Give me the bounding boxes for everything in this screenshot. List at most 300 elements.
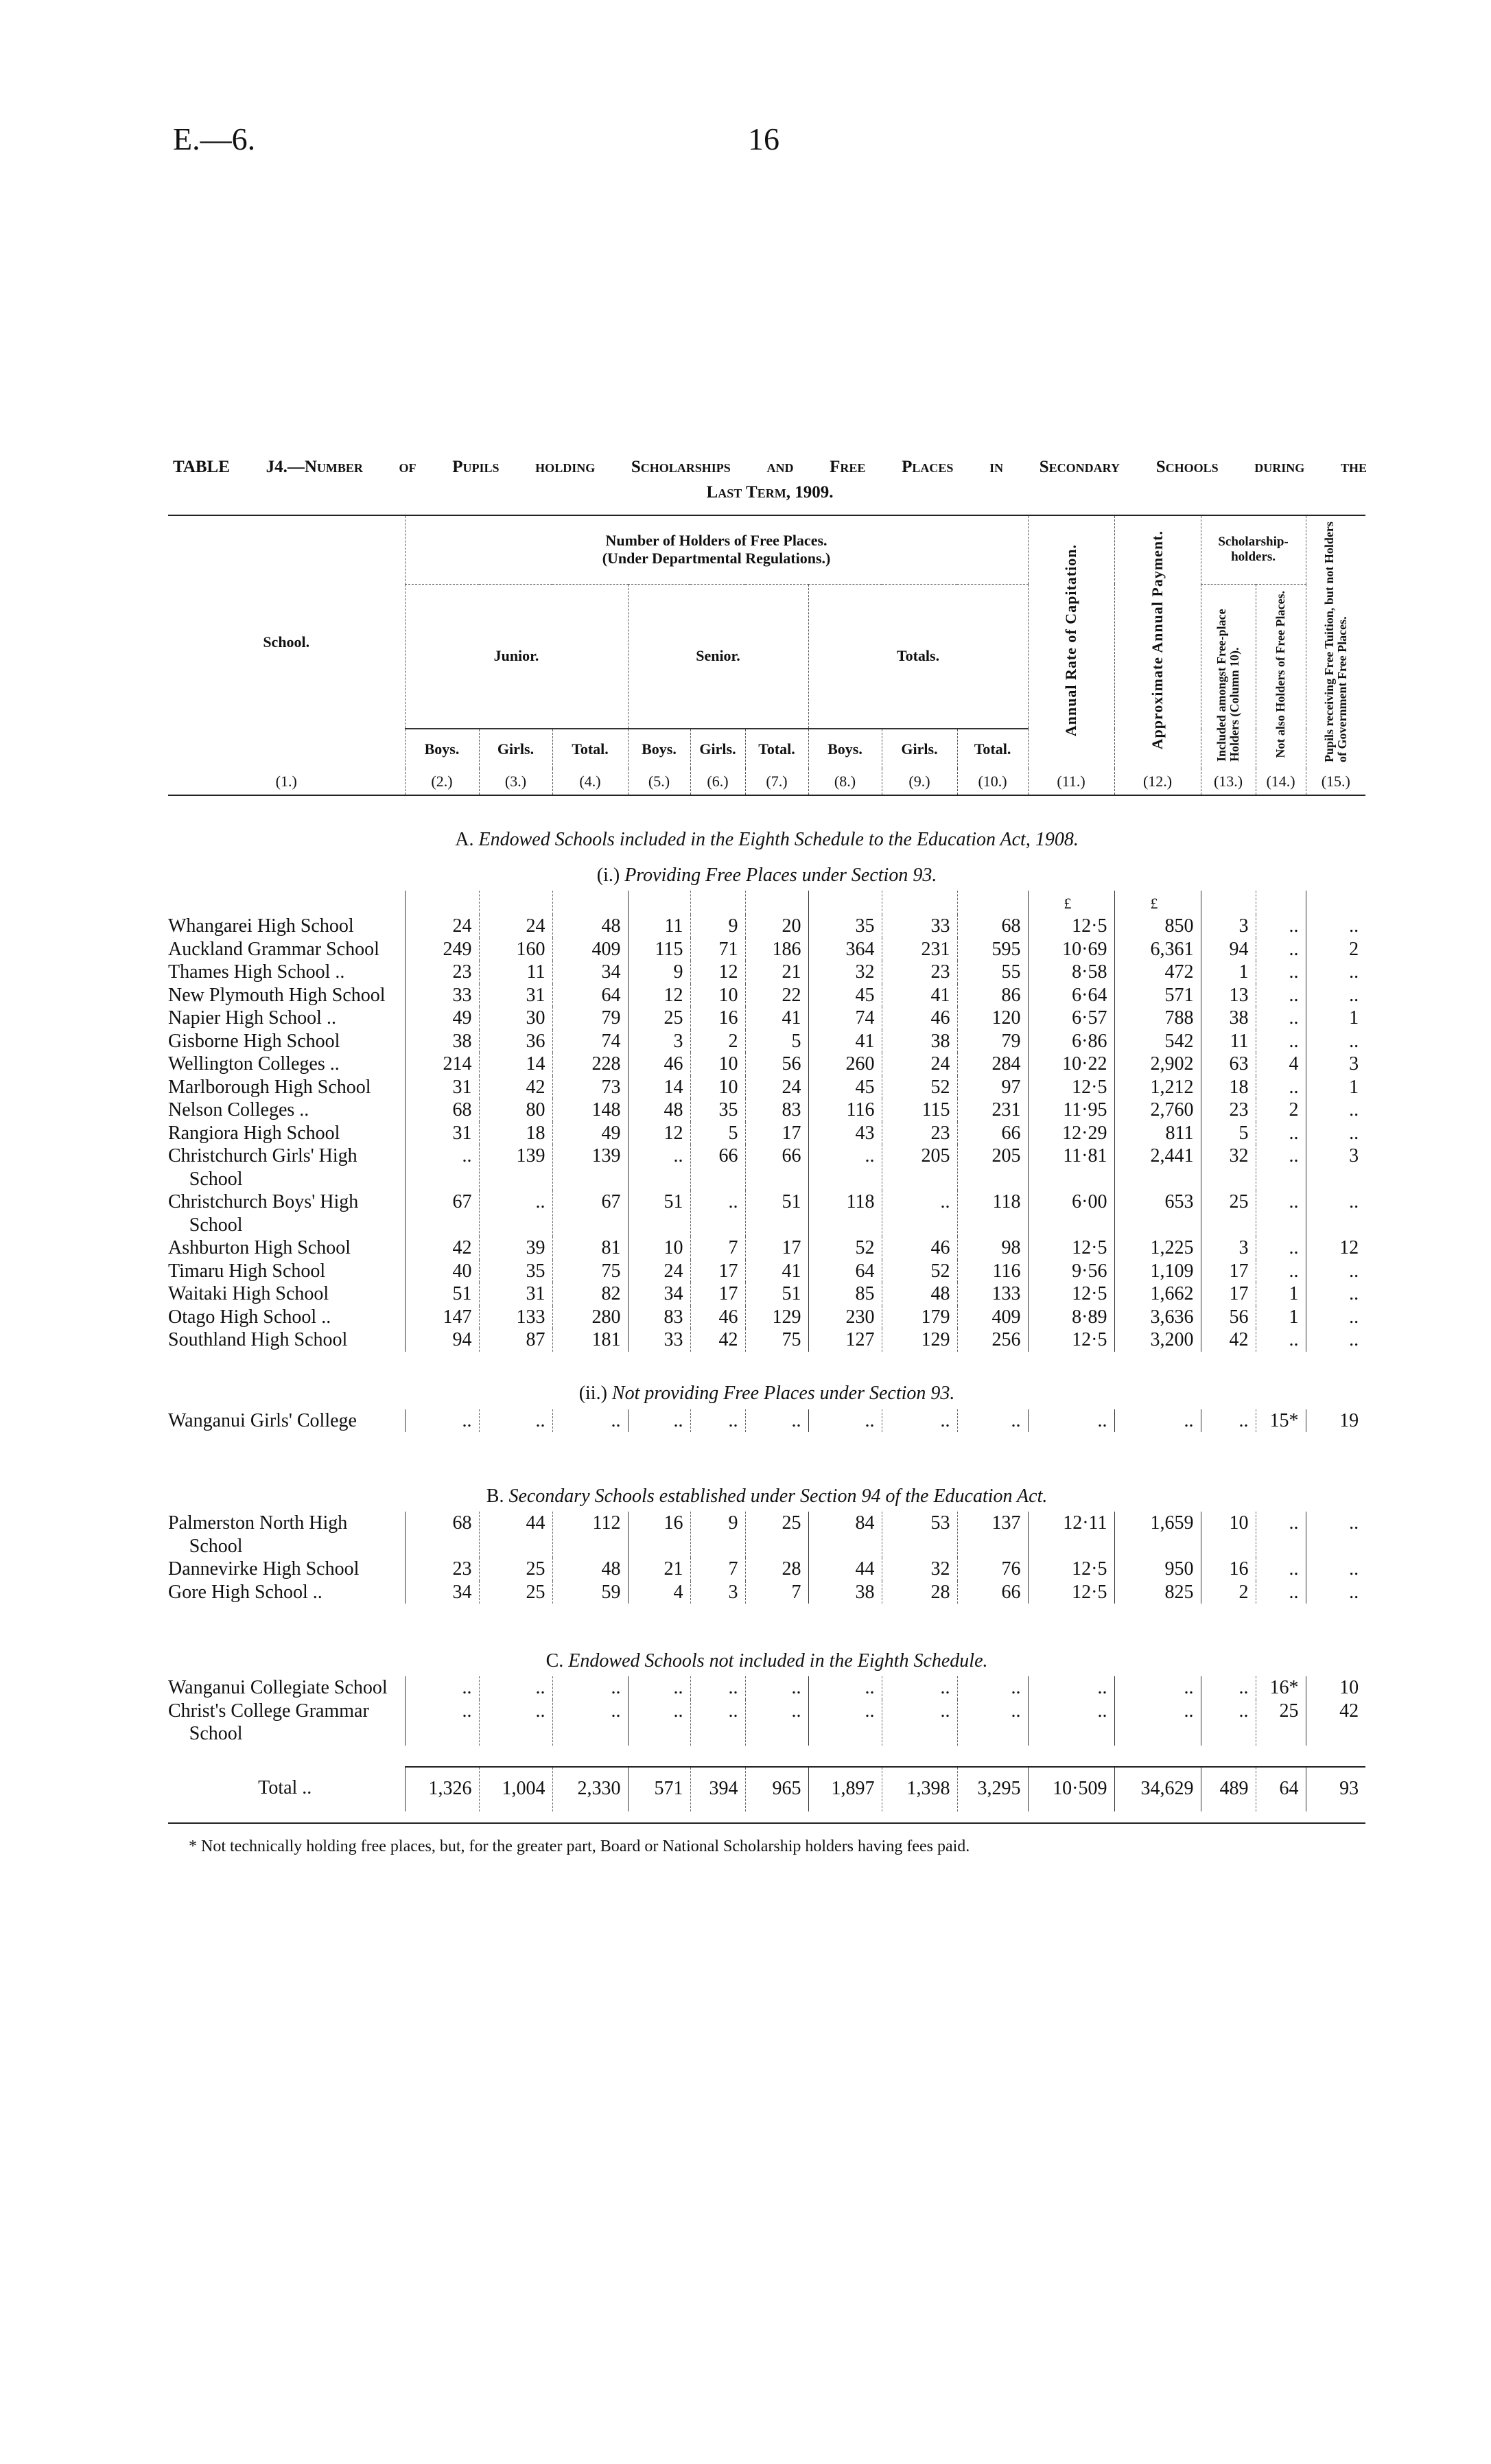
value-cell: 1,659 [1114, 1512, 1201, 1558]
value-cell: .. [690, 1190, 745, 1236]
value-cell: 116 [957, 1260, 1028, 1283]
value-cell: .. [1306, 984, 1365, 1007]
value-cell: 2,330 [552, 1767, 628, 1811]
value-cell: 48 [552, 915, 628, 938]
value-cell: 16 [690, 1007, 745, 1030]
value-cell: 112 [552, 1512, 628, 1558]
header-total: Total. [745, 729, 808, 768]
value-cell: .. [1028, 1700, 1114, 1746]
value-cell: 11 [628, 915, 690, 938]
value-cell: 115 [882, 1099, 957, 1122]
subsection-title-cell [168, 855, 1365, 891]
table-row [168, 1581, 1365, 1604]
value-cell: 205 [957, 1145, 1028, 1190]
value-cell: 63 [1201, 1053, 1256, 1076]
value-cell: 93 [1306, 1767, 1365, 1811]
value-cell: 38 [405, 1030, 479, 1053]
value-cell: 228 [552, 1053, 628, 1076]
value-cell: 32 [808, 961, 882, 984]
column-number: (2.) [405, 768, 479, 795]
value-cell: 10 [1201, 1512, 1256, 1558]
table-row [168, 1099, 1365, 1122]
value-cell: 394 [690, 1767, 745, 1811]
school-name: Otago High School .. [168, 1306, 331, 1328]
value-cell: .. [1256, 1030, 1306, 1053]
value-cell: .. [628, 1676, 690, 1700]
value-cell: 21 [745, 961, 808, 984]
value-cell: 6·64 [1028, 984, 1114, 1007]
value-cell: .. [1256, 1328, 1306, 1352]
subsection-title [168, 1352, 1365, 1409]
header-total: Total. [552, 729, 628, 768]
value-cell: .. [479, 1700, 552, 1746]
column-number: (12.) [1114, 768, 1201, 795]
value-cell: 118 [808, 1190, 882, 1236]
value-cell: 23 [882, 1122, 957, 1145]
value-cell: .. [479, 1409, 552, 1433]
value-cell: 25 [1256, 1700, 1306, 1746]
subsection-title-label: (ii.) [578, 1383, 607, 1404]
value-cell: .. [1306, 1282, 1365, 1306]
section-title-label: B. [486, 1485, 504, 1507]
school-name: Auckland Grammar School [168, 938, 379, 960]
header-pupils-free-tuition [1306, 515, 1365, 768]
value-cell: 133 [957, 1282, 1028, 1306]
value-cell: 4 [628, 1581, 690, 1604]
value-cell: 32 [882, 1558, 957, 1581]
value-cell: 64 [1256, 1767, 1306, 1811]
value-cell: 41 [808, 1030, 882, 1053]
value-cell: 12 [628, 1122, 690, 1145]
value-cell: 31 [479, 1282, 552, 1306]
value-cell: 12·5 [1028, 1236, 1114, 1260]
table-header [168, 515, 1365, 796]
value-cell: .. [745, 1700, 808, 1746]
value-cell: 38 [1201, 1007, 1256, 1030]
value-cell: .. [808, 1676, 882, 1700]
section-title-text: Endowed Schools not included in the Eighth Schedule. [568, 1650, 988, 1671]
value-cell: 48 [882, 1282, 957, 1306]
value-cell: 10 [690, 1053, 745, 1076]
table-row [168, 1282, 1365, 1306]
column-number: (1.) [275, 773, 297, 790]
value-cell: 9 [690, 1512, 745, 1558]
value-cell: 1,004 [479, 1767, 552, 1811]
value-cell: 24 [628, 1260, 690, 1283]
header-pupils-free-tuition-label: Pupils receiving Free Tuition, but not Holders of Government Free Places. [1322, 521, 1349, 762]
value-cell: 24 [882, 1053, 957, 1076]
value-cell: .. [1256, 1145, 1306, 1190]
value-cell: 64 [808, 1260, 882, 1283]
value-cell: 5 [745, 1030, 808, 1053]
value-cell: 22 [745, 984, 808, 1007]
value-cell: .. [405, 1409, 479, 1433]
header-included-label: Included amongst Free-place Holders (Column 10). [1214, 609, 1242, 762]
section-title-text: Secondary Schools established under Section 94 of the Education Act. [508, 1485, 1048, 1507]
value-cell: 2 [1256, 1099, 1306, 1122]
value-cell: 42 [690, 1328, 745, 1352]
value-cell: 8·89 [1028, 1306, 1114, 1329]
value-cell: 137 [957, 1512, 1028, 1558]
value-cell: 81 [552, 1236, 628, 1260]
value-cell: 74 [552, 1030, 628, 1053]
value-cell: 12·5 [1028, 915, 1114, 938]
value-cell: 68 [957, 915, 1028, 938]
value-cell: 1,212 [1114, 1076, 1201, 1099]
header-school: School. [263, 633, 310, 650]
table-row [168, 1122, 1365, 1145]
value-cell: .. [552, 1700, 628, 1746]
currency-symbol: £ [1028, 891, 1114, 915]
value-cell: .. [1114, 1409, 1201, 1433]
value-cell: 1 [1201, 961, 1256, 984]
value-cell: 87 [479, 1328, 552, 1352]
value-cell: 42 [1201, 1328, 1256, 1352]
value-cell: .. [1306, 1190, 1365, 1236]
value-cell: 79 [552, 1007, 628, 1030]
table-title [173, 454, 1367, 505]
value-cell: 52 [882, 1260, 957, 1283]
school-name: Total .. [258, 1776, 312, 1798]
value-cell: 6·57 [1028, 1007, 1114, 1030]
header-totals: Totals. [808, 584, 1028, 729]
value-cell: 23 [1201, 1099, 1256, 1122]
value-cell: .. [690, 1676, 745, 1700]
value-cell: 25 [745, 1512, 808, 1558]
school-name: Waitaki High School [168, 1283, 329, 1304]
table-row [168, 1328, 1365, 1352]
value-cell: 71 [690, 938, 745, 961]
value-cell: .. [882, 1676, 957, 1700]
value-cell: 46 [882, 1236, 957, 1260]
section-title-label: C. [545, 1650, 564, 1671]
footnote: * Not technically holding free places, but, for the greater part, Board or National Scholarship holders having fees paid. [189, 1837, 970, 1855]
value-cell: 34,629 [1114, 1767, 1201, 1811]
value-cell: .. [1201, 1676, 1256, 1700]
value-cell: 12 [1306, 1236, 1365, 1260]
column-number: (4.) [552, 768, 628, 795]
header-free-places-group [405, 515, 1028, 584]
table-row [168, 1007, 1365, 1030]
value-cell: 56 [745, 1053, 808, 1076]
value-cell: 66 [745, 1145, 808, 1190]
value-cell: 129 [745, 1306, 808, 1329]
header-girls: Girls. [882, 729, 957, 768]
value-cell: .. [690, 1700, 745, 1746]
value-cell: 52 [808, 1236, 882, 1260]
value-cell: 24 [479, 915, 552, 938]
value-cell: 653 [1114, 1190, 1201, 1236]
value-cell: 94 [405, 1328, 479, 1352]
value-cell: 489 [1201, 1767, 1256, 1811]
value-cell: 55 [957, 961, 1028, 984]
empty-cell [1256, 891, 1306, 915]
value-cell: 98 [957, 1236, 1028, 1260]
table-row [168, 984, 1365, 1007]
value-cell: 148 [552, 1099, 628, 1122]
column-number: (9.) [882, 768, 957, 795]
value-cell: 3 [628, 1030, 690, 1053]
table-container [168, 515, 1365, 1856]
value-cell: 85 [808, 1282, 882, 1306]
value-cell: .. [808, 1409, 882, 1433]
value-cell: 17 [1201, 1260, 1256, 1283]
value-cell: 17 [1201, 1282, 1256, 1306]
section-title-cell [168, 1432, 1365, 1512]
empty-cell [745, 891, 808, 915]
table-row [168, 1409, 1365, 1433]
value-cell: 35 [479, 1260, 552, 1283]
table-row [168, 1145, 1365, 1190]
value-cell: 67 [405, 1190, 479, 1236]
value-cell: 2 [690, 1030, 745, 1053]
school-name: Southland High School [168, 1329, 348, 1350]
table-row [168, 1053, 1365, 1076]
school-name: Gore High School .. [168, 1581, 322, 1603]
value-cell: 84 [808, 1512, 882, 1558]
table-body [168, 796, 1365, 1811]
value-cell: 51 [745, 1282, 808, 1306]
header-payment-label: Approximate Annual Payment. [1149, 530, 1166, 750]
value-cell: 205 [882, 1145, 957, 1190]
table-row [168, 915, 1365, 938]
value-cell: .. [1256, 1581, 1306, 1604]
bottom-rule [168, 1822, 1365, 1824]
value-cell: 139 [479, 1145, 552, 1190]
value-cell: 1,897 [808, 1767, 882, 1811]
value-cell: 120 [957, 1007, 1028, 1030]
value-cell: 46 [690, 1306, 745, 1329]
value-cell: 950 [1114, 1558, 1201, 1581]
empty-cell [690, 891, 745, 915]
value-cell: .. [957, 1676, 1028, 1700]
value-cell: 48 [552, 1558, 628, 1581]
value-cell: .. [1028, 1409, 1114, 1433]
value-cell: 3,200 [1114, 1328, 1201, 1352]
value-cell: 280 [552, 1306, 628, 1329]
value-cell: .. [1114, 1676, 1201, 1700]
value-cell: 1 [1256, 1306, 1306, 1329]
subsection-title [168, 855, 1365, 891]
value-cell: 12·5 [1028, 1076, 1114, 1099]
column-number: (8.) [808, 768, 882, 795]
value-cell: 16 [1201, 1558, 1256, 1581]
value-cell: 4 [1256, 1053, 1306, 1076]
header-total: Total. [957, 729, 1028, 768]
value-cell: .. [628, 1409, 690, 1433]
value-cell: .. [1256, 915, 1306, 938]
value-cell: 19 [1306, 1409, 1365, 1433]
value-cell: 51 [745, 1190, 808, 1236]
value-cell: 83 [745, 1099, 808, 1122]
value-cell: 571 [628, 1767, 690, 1811]
value-cell: 75 [552, 1260, 628, 1283]
header-capitation-label: Annual Rate of Capitation. [1062, 543, 1080, 737]
value-cell: 33 [882, 915, 957, 938]
value-cell: 2 [1306, 938, 1365, 961]
value-cell: 23 [882, 961, 957, 984]
value-cell: 53 [882, 1512, 957, 1558]
header-girls: Girls. [690, 729, 745, 768]
value-cell: .. [628, 1145, 690, 1190]
value-cell: 41 [745, 1260, 808, 1283]
school-name: Wellington Colleges .. [168, 1053, 340, 1075]
value-cell: 31 [405, 1122, 479, 1145]
value-cell: 9 [690, 915, 745, 938]
value-cell: 139 [552, 1145, 628, 1190]
school-name: Rangiora High School [168, 1122, 340, 1144]
empty-cell [168, 891, 405, 915]
value-cell: 24 [745, 1076, 808, 1099]
column-number: (14.) [1256, 768, 1306, 795]
value-cell: 94 [1201, 938, 1256, 961]
table-row [168, 1306, 1365, 1329]
value-cell: 17 [690, 1282, 745, 1306]
empty-cell [628, 891, 690, 915]
value-cell: 10·69 [1028, 938, 1114, 961]
page-number: 16 [748, 121, 779, 156]
column-number: (7.) [745, 768, 808, 795]
value-cell: 3,636 [1114, 1306, 1201, 1329]
value-cell: 7 [690, 1558, 745, 1581]
value-cell: .. [808, 1145, 882, 1190]
value-cell: 11·95 [1028, 1099, 1114, 1122]
total-row [168, 1767, 1365, 1811]
value-cell: .. [1028, 1676, 1114, 1700]
value-cell: 249 [405, 938, 479, 961]
value-cell: .. [1306, 1122, 1365, 1145]
value-cell: 31 [479, 984, 552, 1007]
value-cell: 12·11 [1028, 1512, 1114, 1558]
school-name: Napier High School .. [168, 1007, 336, 1029]
value-cell: .. [1114, 1700, 1201, 1746]
table-row [168, 1030, 1365, 1053]
value-cell: .. [882, 1700, 957, 1746]
value-cell: .. [552, 1409, 628, 1433]
value-cell: .. [1256, 1076, 1306, 1099]
school-name: Whangarei High School [168, 915, 354, 937]
empty-cell [808, 891, 882, 915]
value-cell: 2,760 [1114, 1099, 1201, 1122]
value-cell: 2 [1201, 1581, 1256, 1604]
value-cell: 2,902 [1114, 1053, 1201, 1076]
value-cell: 850 [1114, 915, 1201, 938]
subsection-title-text: Providing Free Places under Section 93. [624, 864, 937, 886]
value-cell: 17 [745, 1122, 808, 1145]
value-cell: 230 [808, 1306, 882, 1329]
value-cell: 35 [808, 915, 882, 938]
value-cell: 68 [405, 1512, 479, 1558]
school-name: Palmerston North High School [168, 1512, 348, 1557]
value-cell: 25 [479, 1581, 552, 1604]
school-name: Timaru High School [168, 1260, 326, 1282]
value-cell: .. [405, 1676, 479, 1700]
table-row [168, 1512, 1365, 1558]
school-name: Ashburton High School [168, 1237, 351, 1258]
value-cell: 12·5 [1028, 1581, 1114, 1604]
subsection-title-label: (i.) [596, 864, 620, 886]
value-cell: 11·81 [1028, 1145, 1114, 1190]
header-girls: Girls. [479, 729, 552, 768]
table-title-line-1: TABLE J4.—Number of Pupils holding Scholarships and Free Places in Secondary Schools during the [173, 458, 1367, 476]
value-cell: 24 [405, 915, 479, 938]
value-cell: 1 [1306, 1076, 1365, 1099]
value-cell: .. [1306, 1030, 1365, 1053]
value-cell: 66 [957, 1581, 1028, 1604]
value-cell: 214 [405, 1053, 479, 1076]
value-cell: .. [1306, 1581, 1365, 1604]
value-cell: 52 [882, 1076, 957, 1099]
column-number: (11.) [1028, 768, 1114, 795]
value-cell: 6·86 [1028, 1030, 1114, 1053]
value-cell: 25 [1201, 1190, 1256, 1236]
value-cell: 34 [628, 1282, 690, 1306]
value-cell: 3 [690, 1581, 745, 1604]
value-cell: 42 [405, 1236, 479, 1260]
value-cell: 75 [745, 1328, 808, 1352]
school-name: Christ's College Grammar School [168, 1700, 369, 1744]
section-title [168, 1432, 1365, 1512]
value-cell: 80 [479, 1099, 552, 1122]
value-cell: 97 [957, 1076, 1028, 1099]
value-cell: 35 [690, 1099, 745, 1122]
value-cell: 3 [1306, 1053, 1365, 1076]
value-cell: 186 [745, 938, 808, 961]
value-cell: 42 [479, 1076, 552, 1099]
value-cell: 56 [1201, 1306, 1256, 1329]
value-cell: 8·58 [1028, 961, 1114, 984]
value-cell: .. [1201, 1700, 1256, 1746]
value-cell: 15* [1256, 1409, 1306, 1433]
value-cell: 64 [552, 984, 628, 1007]
value-cell: 1,225 [1114, 1236, 1201, 1260]
value-cell: 10·22 [1028, 1053, 1114, 1076]
value-cell: 41 [882, 984, 957, 1007]
value-cell: 14 [479, 1053, 552, 1076]
value-cell: 284 [957, 1053, 1028, 1076]
value-cell: 965 [745, 1767, 808, 1811]
value-cell: 5 [690, 1122, 745, 1145]
value-cell: .. [1306, 1558, 1365, 1581]
value-cell: 260 [808, 1053, 882, 1076]
value-cell: 48 [628, 1099, 690, 1122]
value-cell: 33 [405, 984, 479, 1007]
value-cell: .. [1306, 1328, 1365, 1352]
value-cell: 12·5 [1028, 1282, 1114, 1306]
value-cell: 179 [882, 1306, 957, 1329]
table-row [168, 1190, 1365, 1236]
value-cell: 3 [1201, 1236, 1256, 1260]
header-payment [1114, 515, 1201, 768]
value-cell: 41 [745, 1007, 808, 1030]
value-cell: 38 [808, 1581, 882, 1604]
value-cell: 66 [957, 1122, 1028, 1145]
school-name: Wanganui Collegiate School [168, 1677, 388, 1698]
value-cell: .. [1306, 1260, 1365, 1283]
value-cell: 34 [405, 1581, 479, 1604]
table-row [168, 961, 1365, 984]
value-cell: .. [1256, 1260, 1306, 1283]
header-not-also-label: Not also Holders of Free Places. [1273, 590, 1288, 758]
value-cell: 12·5 [1028, 1328, 1114, 1352]
empty-cell [405, 891, 479, 915]
header-junior: Junior. [405, 584, 628, 729]
value-cell: 364 [808, 938, 882, 961]
value-cell: 59 [552, 1581, 628, 1604]
value-cell: 788 [1114, 1007, 1201, 1030]
table-row [168, 1076, 1365, 1099]
value-cell: 30 [479, 1007, 552, 1030]
